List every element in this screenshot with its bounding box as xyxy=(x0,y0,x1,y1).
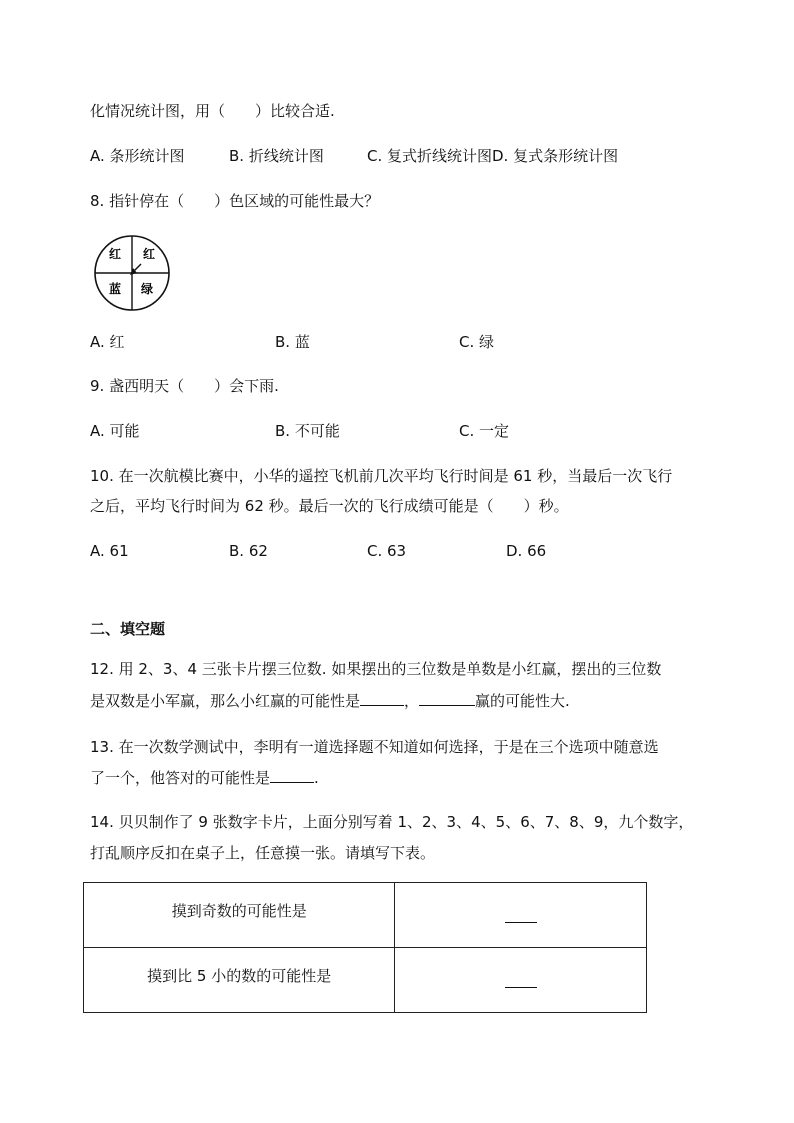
table-row xyxy=(84,948,647,1013)
q10-option-d: D. 66 xyxy=(506,542,547,560)
q12-line2-part3: 赢的可能性大. xyxy=(475,692,570,710)
q8-question-text: 8. 指针停在（ ）色区域的可能性最大？ xyxy=(90,192,380,210)
q13-line2-period: . xyxy=(314,769,319,787)
q12-line2-part1: 是双数是小军赢，那么小红赢的可能性是 xyxy=(90,692,361,710)
q13-text-line2 xyxy=(90,768,319,788)
q9-question-text: 9. 盏西明天（ ）会下雨. xyxy=(90,377,279,395)
probability-table xyxy=(83,882,647,1013)
table-row-label-odd: 摸到奇数的可能性是 xyxy=(84,883,395,948)
q9-option-a: A. 可能 xyxy=(90,422,140,440)
spinner-label-top-right: 红 xyxy=(142,247,156,261)
q7-option-a: A. 条形统计图 xyxy=(90,147,185,165)
q8-option-b: B. 蓝 xyxy=(275,333,310,351)
q9-option-c: C. 一定 xyxy=(459,422,510,440)
q13-line2-part1: 了一个，他答对的可能性是 xyxy=(90,769,271,787)
q14-text-line2: 打乱顺序反扣在桌子上，任意摸一张。请填写下表。 xyxy=(90,844,436,862)
answer-blank-line[interactable] xyxy=(505,975,537,988)
answer-blank-line[interactable] xyxy=(505,910,537,923)
q7-option-b: B. 折线统计图 xyxy=(229,147,324,165)
q7-option-c-d: C. 复式折线统计图D. 复式条形统计图 xyxy=(367,147,619,165)
q10-option-c: C. 63 xyxy=(367,542,407,560)
spinner-label-bottom-left: 蓝 xyxy=(108,282,122,296)
q12-answer-blank-1[interactable] xyxy=(360,691,404,706)
q10-option-a: A. 61 xyxy=(90,542,129,560)
q14-text-line1: 14. 贝贝制作了 9 张数字卡片，上面分别写着 1、2、3、4、5、6、7、8、9，九个数字， xyxy=(90,813,694,831)
q12-text-line1: 12. 用 2、3、4 三张卡片摆三位数. 如果摆出的三位数是单数是小红赢，摆出的三位数 xyxy=(90,660,662,678)
q13-answer-blank[interactable] xyxy=(270,768,314,783)
q12-line2-comma: ， xyxy=(404,692,420,710)
spinner-label-top-left: 红 xyxy=(108,247,122,261)
q9-option-b: B. 不可能 xyxy=(275,422,340,440)
table-answer-cell-odd[interactable] xyxy=(395,883,647,948)
q8-option-a: A. 红 xyxy=(90,333,125,351)
q13-text-line1: 13. 在一次数学测试中，李明有一道选择题不知道如何选择，于是在三个选项中随意选 xyxy=(90,738,659,756)
section-title-fill-in: 二、填空题 xyxy=(90,620,166,638)
q10-text-line1: 10. 在一次航模比赛中，小华的遥控飞机前几次平均飞行时间是 61 秒，当最后一次飞行 xyxy=(90,467,673,485)
table-row-label-less-than-5: 摸到比 5 小的数的可能性是 xyxy=(84,948,395,1013)
q7-tail-text: 化情况统计图，用（ ）比较合适. xyxy=(90,102,335,120)
q10-text-line2: 之后，平均飞行时间为 62 秒。最后一次的飞行成绩可能是（ ）秒。 xyxy=(90,497,569,515)
table-row xyxy=(84,883,647,948)
spinner-label-bottom-right: 绿 xyxy=(140,282,154,296)
q12-text-line2 xyxy=(90,691,570,711)
q8-option-c: C. 绿 xyxy=(459,333,495,351)
q12-answer-blank-2[interactable] xyxy=(419,691,475,706)
table-answer-cell-less-than-5[interactable] xyxy=(395,948,647,1013)
q10-option-b: B. 62 xyxy=(229,542,268,560)
spinner-diagram xyxy=(92,233,172,313)
